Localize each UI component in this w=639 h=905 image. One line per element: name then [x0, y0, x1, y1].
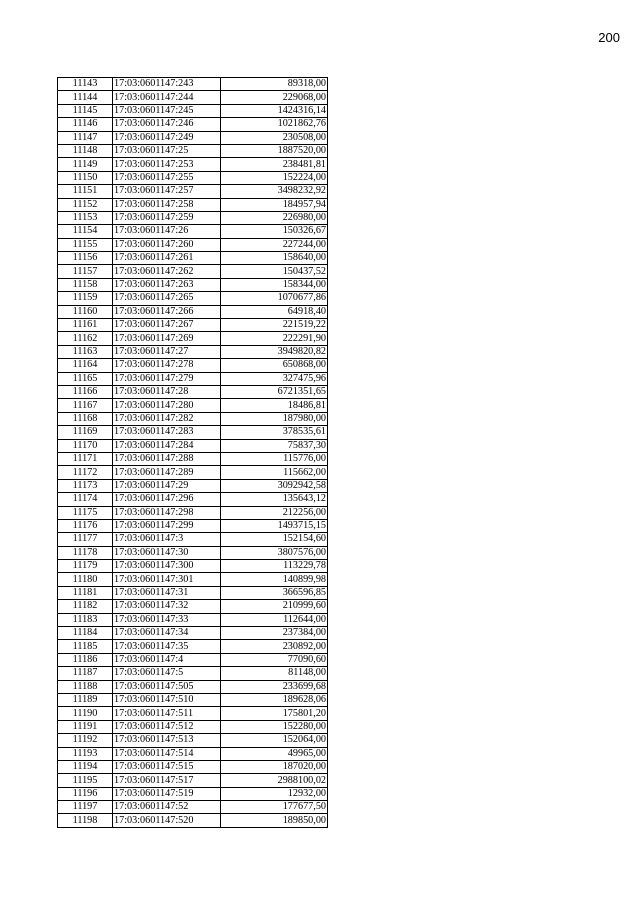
- row-number-cell: 11145: [58, 104, 113, 117]
- cadastral-number-cell: 17:03:0601147:283: [113, 426, 221, 439]
- table-row: [58, 627, 328, 640]
- table-row: [58, 332, 328, 345]
- row-number-cell: 11157: [58, 265, 113, 278]
- row-number-cell: 11183: [58, 613, 113, 626]
- row-number-cell: 11169: [58, 426, 113, 439]
- row-number-cell: 11172: [58, 466, 113, 479]
- table-row: [58, 734, 328, 747]
- row-number-cell: 11179: [58, 560, 113, 573]
- table-row: [58, 533, 328, 546]
- table-row: [58, 399, 328, 412]
- value-cell: 210999,60: [221, 600, 328, 613]
- cadastral-number-cell: 17:03:0601147:27: [113, 345, 221, 358]
- value-cell: 1424316,14: [221, 104, 328, 117]
- table-row: [58, 546, 328, 559]
- cadastral-number-cell: 17:03:0601147:519: [113, 787, 221, 800]
- value-cell: 226980,00: [221, 211, 328, 224]
- value-cell: 1021862,76: [221, 118, 328, 131]
- cadastral-number-cell: 17:03:0601147:512: [113, 720, 221, 733]
- row-number-cell: 11156: [58, 252, 113, 265]
- value-cell: 1070677,86: [221, 292, 328, 305]
- table-row: [58, 693, 328, 706]
- cadastral-number-cell: 17:03:0601147:517: [113, 774, 221, 787]
- row-number-cell: 11177: [58, 533, 113, 546]
- cadastral-number-cell: 17:03:0601147:29: [113, 479, 221, 492]
- row-number-cell: 11196: [58, 787, 113, 800]
- value-cell: 1887520,00: [221, 144, 328, 157]
- cadastral-number-cell: 17:03:0601147:278: [113, 359, 221, 372]
- value-cell: 12932,00: [221, 787, 328, 800]
- cadastral-number-cell: 17:03:0601147:35: [113, 640, 221, 653]
- row-number-cell: 11164: [58, 359, 113, 372]
- table-row: [58, 653, 328, 666]
- value-cell: 175801,20: [221, 707, 328, 720]
- row-number-cell: 11147: [58, 131, 113, 144]
- row-number-cell: 11195: [58, 774, 113, 787]
- cadastral-number-cell: 17:03:0601147:289: [113, 466, 221, 479]
- value-cell: 1493715,15: [221, 519, 328, 532]
- row-number-cell: 11180: [58, 573, 113, 586]
- cadastral-number-cell: 17:03:0601147:300: [113, 560, 221, 573]
- value-cell: 89318,00: [221, 78, 328, 91]
- value-cell: 64918,40: [221, 305, 328, 318]
- table-row: [58, 707, 328, 720]
- table-row: [58, 158, 328, 171]
- value-cell: 158640,00: [221, 252, 328, 265]
- value-cell: 75837,30: [221, 439, 328, 452]
- value-cell: 189850,00: [221, 814, 328, 827]
- cadastral-number-cell: 17:03:0601147:298: [113, 506, 221, 519]
- row-number-cell: 11168: [58, 412, 113, 425]
- value-cell: 3807576,00: [221, 546, 328, 559]
- table-row: [58, 144, 328, 157]
- table-row: [58, 131, 328, 144]
- table-row: [58, 198, 328, 211]
- table-row: [58, 506, 328, 519]
- value-cell: 238481,81: [221, 158, 328, 171]
- row-number-cell: 11163: [58, 345, 113, 358]
- cadastral-number-cell: 17:03:0601147:25: [113, 144, 221, 157]
- cadastral-number-cell: 17:03:0601147:262: [113, 265, 221, 278]
- row-number-cell: 11165: [58, 372, 113, 385]
- value-cell: 327475,96: [221, 372, 328, 385]
- table-row: [58, 292, 328, 305]
- cadastral-number-cell: 17:03:0601147:31: [113, 586, 221, 599]
- table-row: [58, 359, 328, 372]
- table-row: [58, 680, 328, 693]
- value-cell: 77090,60: [221, 653, 328, 666]
- cadastral-number-cell: 17:03:0601147:26: [113, 225, 221, 238]
- value-cell: 150326,67: [221, 225, 328, 238]
- value-cell: 230508,00: [221, 131, 328, 144]
- value-cell: 18486,81: [221, 399, 328, 412]
- row-number-cell: 11191: [58, 720, 113, 733]
- value-cell: 229068,00: [221, 91, 328, 104]
- row-number-cell: 11194: [58, 760, 113, 773]
- table-row: [58, 319, 328, 332]
- value-cell: 152154,60: [221, 533, 328, 546]
- row-number-cell: 11154: [58, 225, 113, 238]
- value-cell: 150437,52: [221, 265, 328, 278]
- row-number-cell: 11198: [58, 814, 113, 827]
- row-number-cell: 11166: [58, 385, 113, 398]
- value-cell: 650868,00: [221, 359, 328, 372]
- cadastral-number-cell: 17:03:0601147:5: [113, 667, 221, 680]
- cadastral-number-cell: 17:03:0601147:52: [113, 801, 221, 814]
- table-row: [58, 613, 328, 626]
- cadastral-number-cell: 17:03:0601147:33: [113, 613, 221, 626]
- cadastral-number-cell: 17:03:0601147:260: [113, 238, 221, 251]
- table-row: [58, 760, 328, 773]
- row-number-cell: 11143: [58, 78, 113, 91]
- table-row: [58, 385, 328, 398]
- table-row: [58, 814, 328, 827]
- cadastral-number-cell: 17:03:0601147:243: [113, 78, 221, 91]
- table-row: [58, 412, 328, 425]
- row-number-cell: 11197: [58, 801, 113, 814]
- row-number-cell: 11188: [58, 680, 113, 693]
- row-number-cell: 11192: [58, 734, 113, 747]
- value-cell: 187020,00: [221, 760, 328, 773]
- table-row: [58, 91, 328, 104]
- cadastral-number-cell: 17:03:0601147:253: [113, 158, 221, 171]
- value-cell: 221519,22: [221, 319, 328, 332]
- value-cell: 366596,85: [221, 586, 328, 599]
- cadastral-number-cell: 17:03:0601147:267: [113, 319, 221, 332]
- value-cell: 81148,00: [221, 667, 328, 680]
- value-cell: 152280,00: [221, 720, 328, 733]
- row-number-cell: 11161: [58, 319, 113, 332]
- table-row: [58, 278, 328, 291]
- cadastral-number-cell: 17:03:0601147:288: [113, 452, 221, 465]
- table-row: [58, 600, 328, 613]
- table-row: [58, 252, 328, 265]
- cadastral-number-cell: 17:03:0601147:282: [113, 412, 221, 425]
- cadastral-number-cell: 17:03:0601147:514: [113, 747, 221, 760]
- row-number-cell: 11167: [58, 399, 113, 412]
- table-row: [58, 118, 328, 131]
- table-row: [58, 211, 328, 224]
- table-row: [58, 439, 328, 452]
- cadastral-number-cell: 17:03:0601147:257: [113, 185, 221, 198]
- table-row: [58, 479, 328, 492]
- cadastral-number-cell: 17:03:0601147:284: [113, 439, 221, 452]
- row-number-cell: 11152: [58, 198, 113, 211]
- value-cell: 3949820,82: [221, 345, 328, 358]
- value-cell: 222291,90: [221, 332, 328, 345]
- cadastral-number-cell: 17:03:0601147:259: [113, 211, 221, 224]
- value-cell: 115776,00: [221, 452, 328, 465]
- row-number-cell: 11187: [58, 667, 113, 680]
- row-number-cell: 11174: [58, 493, 113, 506]
- value-cell: 115662,00: [221, 466, 328, 479]
- row-number-cell: 11148: [58, 144, 113, 157]
- row-number-cell: 11149: [58, 158, 113, 171]
- value-cell: 378535,61: [221, 426, 328, 439]
- cadastral-number-cell: 17:03:0601147:510: [113, 693, 221, 706]
- row-number-cell: 11189: [58, 693, 113, 706]
- table-row: [58, 104, 328, 117]
- cadastral-number-cell: 17:03:0601147:245: [113, 104, 221, 117]
- row-number-cell: 11171: [58, 452, 113, 465]
- value-cell: 2988100,02: [221, 774, 328, 787]
- row-number-cell: 11178: [58, 546, 113, 559]
- cadastral-number-cell: 17:03:0601147:3: [113, 533, 221, 546]
- cadastral-number-cell: 17:03:0601147:269: [113, 332, 221, 345]
- value-cell: 233699,68: [221, 680, 328, 693]
- table-row: [58, 426, 328, 439]
- row-number-cell: 11190: [58, 707, 113, 720]
- table-row: [58, 747, 328, 760]
- value-cell: 152064,00: [221, 734, 328, 747]
- row-number-cell: 11160: [58, 305, 113, 318]
- page-number: 200: [598, 30, 620, 45]
- value-cell: 113229,78: [221, 560, 328, 573]
- cadastral-number-cell: 17:03:0601147:513: [113, 734, 221, 747]
- value-cell: 212256,00: [221, 506, 328, 519]
- cadastral-number-cell: 17:03:0601147:258: [113, 198, 221, 211]
- table-row: [58, 801, 328, 814]
- value-cell: 49965,00: [221, 747, 328, 760]
- table-row: [58, 78, 328, 91]
- row-number-cell: 11162: [58, 332, 113, 345]
- table-row: [58, 225, 328, 238]
- cadastral-number-cell: 17:03:0601147:266: [113, 305, 221, 318]
- row-number-cell: 11144: [58, 91, 113, 104]
- row-number-cell: 11170: [58, 439, 113, 452]
- cadastral-number-cell: 17:03:0601147:30: [113, 546, 221, 559]
- row-number-cell: 11151: [58, 185, 113, 198]
- value-cell: 152224,00: [221, 171, 328, 184]
- table-row: [58, 345, 328, 358]
- cadastral-number-cell: 17:03:0601147:244: [113, 91, 221, 104]
- value-cell: 3498232,92: [221, 185, 328, 198]
- value-cell: 184957,94: [221, 198, 328, 211]
- value-cell: 230892,00: [221, 640, 328, 653]
- cadastral-number-cell: 17:03:0601147:515: [113, 760, 221, 773]
- row-number-cell: 11159: [58, 292, 113, 305]
- table-row: [58, 519, 328, 532]
- cadastral-number-cell: 17:03:0601147:511: [113, 707, 221, 720]
- cadastral-number-cell: 17:03:0601147:279: [113, 372, 221, 385]
- table-row: [58, 774, 328, 787]
- value-cell: 3092942,58: [221, 479, 328, 492]
- cadastral-number-cell: 17:03:0601147:301: [113, 573, 221, 586]
- value-cell: 187980,00: [221, 412, 328, 425]
- row-number-cell: 11155: [58, 238, 113, 251]
- cadastral-number-cell: 17:03:0601147:263: [113, 278, 221, 291]
- value-cell: 237384,00: [221, 627, 328, 640]
- row-number-cell: 11181: [58, 586, 113, 599]
- value-cell: 158344,00: [221, 278, 328, 291]
- cadastral-number-cell: 17:03:0601147:28: [113, 385, 221, 398]
- cadastral-number-cell: 17:03:0601147:34: [113, 627, 221, 640]
- value-cell: 227244,00: [221, 238, 328, 251]
- table-row: [58, 586, 328, 599]
- table-row: [58, 493, 328, 506]
- row-number-cell: 11186: [58, 653, 113, 666]
- cadastral-value-table: [57, 77, 328, 828]
- value-cell: 189628,06: [221, 693, 328, 706]
- row-number-cell: 11150: [58, 171, 113, 184]
- cadastral-number-cell: 17:03:0601147:261: [113, 252, 221, 265]
- cadastral-number-cell: 17:03:0601147:32: [113, 600, 221, 613]
- cadastral-number-cell: 17:03:0601147:246: [113, 118, 221, 131]
- table-row: [58, 171, 328, 184]
- value-cell: 6721351,65: [221, 385, 328, 398]
- cadastral-number-cell: 17:03:0601147:4: [113, 653, 221, 666]
- table-row: [58, 560, 328, 573]
- value-cell: 177677,50: [221, 801, 328, 814]
- table-row: [58, 720, 328, 733]
- cadastral-number-cell: 17:03:0601147:520: [113, 814, 221, 827]
- table-row: [58, 573, 328, 586]
- table-body: [58, 78, 328, 828]
- value-cell: 140899,98: [221, 573, 328, 586]
- cadastral-number-cell: 17:03:0601147:249: [113, 131, 221, 144]
- value-cell: 112644,00: [221, 613, 328, 626]
- row-number-cell: 11175: [58, 506, 113, 519]
- row-number-cell: 11173: [58, 479, 113, 492]
- table-row: [58, 305, 328, 318]
- table-row: [58, 640, 328, 653]
- cadastral-number-cell: 17:03:0601147:265: [113, 292, 221, 305]
- cadastral-number-cell: 17:03:0601147:299: [113, 519, 221, 532]
- row-number-cell: 11146: [58, 118, 113, 131]
- row-number-cell: 11158: [58, 278, 113, 291]
- table-row: [58, 787, 328, 800]
- table-row: [58, 667, 328, 680]
- table-row: [58, 238, 328, 251]
- table-row: [58, 265, 328, 278]
- row-number-cell: 11193: [58, 747, 113, 760]
- value-cell: 135643,12: [221, 493, 328, 506]
- row-number-cell: 11176: [58, 519, 113, 532]
- table-row: [58, 372, 328, 385]
- row-number-cell: 11185: [58, 640, 113, 653]
- row-number-cell: 11184: [58, 627, 113, 640]
- cadastral-number-cell: 17:03:0601147:255: [113, 171, 221, 184]
- cadastral-number-cell: 17:03:0601147:280: [113, 399, 221, 412]
- cadastral-number-cell: 17:03:0601147:296: [113, 493, 221, 506]
- row-number-cell: 11153: [58, 211, 113, 224]
- table-row: [58, 452, 328, 465]
- table-row: [58, 466, 328, 479]
- row-number-cell: 11182: [58, 600, 113, 613]
- table-row: [58, 185, 328, 198]
- cadastral-number-cell: 17:03:0601147:505: [113, 680, 221, 693]
